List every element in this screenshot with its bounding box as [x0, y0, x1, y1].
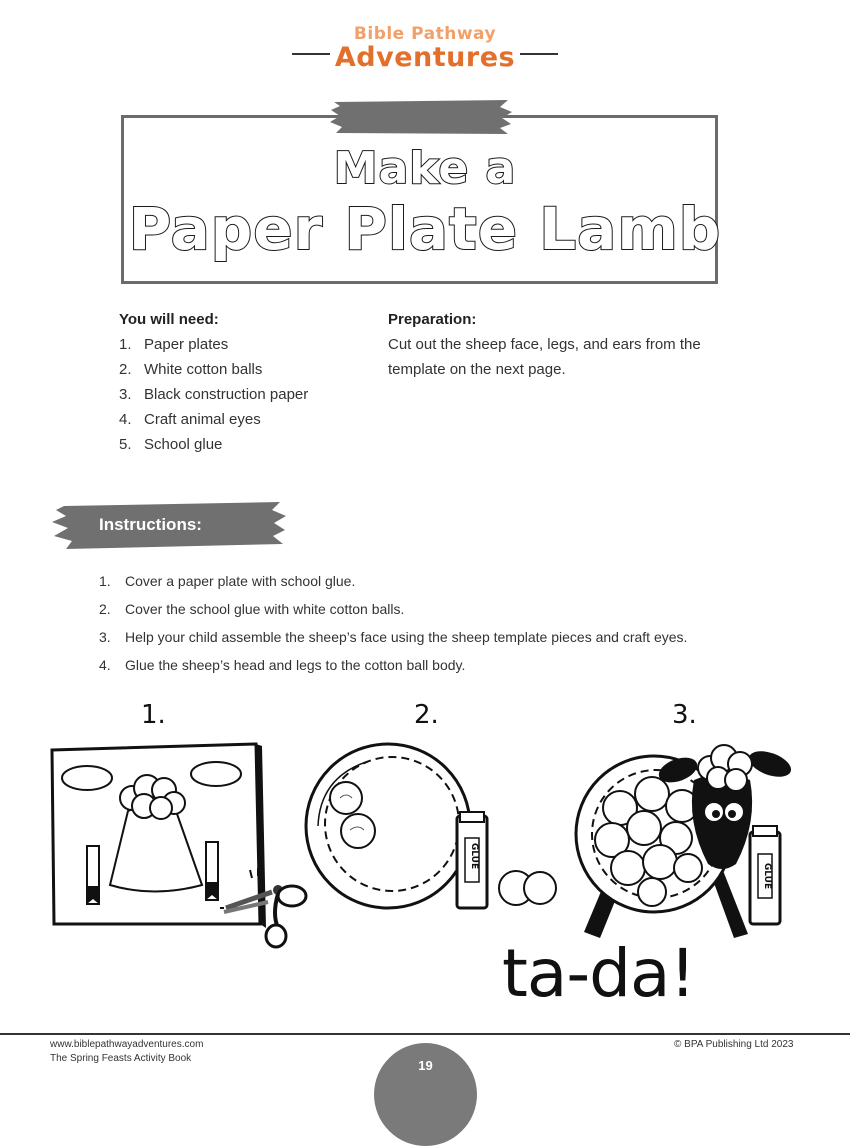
needs-heading: You will need: — [119, 311, 219, 328]
preparation-text: Cut out the sheep face, legs, and ears from the template on the next page. — [388, 336, 701, 378]
footer-rule — [0, 1033, 850, 1035]
preparation-heading: Preparation: — [388, 311, 477, 328]
brand-logo-main: Adventures — [334, 42, 516, 73]
list-item — [99, 567, 687, 595]
page-number: 19 — [418, 1058, 433, 1073]
title-banner-brush — [328, 98, 514, 136]
step-1-number: 1. — [141, 700, 166, 730]
list-number: 2. — [119, 361, 132, 378]
list-number: 2. — [99, 601, 111, 617]
tada-text: ta-da! — [502, 935, 695, 1012]
list-item — [119, 382, 308, 407]
list-item — [119, 332, 308, 357]
glue-stick-label: GLUE — [469, 842, 479, 870]
footer-website: www.biblepathwayadventures.com — [50, 1039, 204, 1050]
brand-logo-top: Bible Pathway — [353, 24, 497, 44]
paper-plate-cotton-illustration — [296, 738, 560, 924]
list-text: Paper plates — [144, 336, 229, 353]
list-text: White cotton balls — [144, 361, 263, 378]
list-item — [99, 623, 687, 651]
needs-list — [119, 332, 308, 457]
list-text: Help your child assemble the sheep’s face using the sheep template pieces and craft eyes. — [125, 629, 688, 645]
finished-lamb-illustration — [572, 742, 800, 952]
list-number: 1. — [119, 336, 132, 353]
step-2-number: 2. — [414, 700, 439, 730]
list-text: Black construction paper — [144, 386, 309, 403]
list-number: 3. — [119, 386, 132, 403]
list-text: School glue — [144, 436, 223, 453]
title-line-1: Make a — [333, 143, 517, 194]
list-text: Glue the sheep’s head and legs to the cotton ball body. — [125, 657, 466, 673]
footer-copyright: © BPA Publishing Ltd 2023 — [674, 1039, 794, 1050]
footer-book-title: The Spring Feasts Activity Book — [50, 1053, 192, 1064]
list-text: Craft animal eyes — [144, 411, 261, 428]
instructions-heading: Instructions: — [99, 515, 202, 534]
list-number: 4. — [99, 657, 111, 673]
step-3-number: 3. — [672, 700, 697, 730]
glue-stick-label-2: GLUE — [762, 862, 772, 890]
list-text: Cover a paper plate with school glue. — [125, 573, 356, 589]
list-number: 4. — [119, 411, 132, 428]
list-item — [99, 595, 687, 623]
list-number: 3. — [99, 629, 111, 645]
list-item — [99, 651, 687, 679]
instructions-list — [99, 567, 687, 679]
list-item — [119, 407, 308, 432]
title-line-2: Paper Plate Lamb — [128, 195, 722, 263]
list-item — [119, 432, 308, 457]
list-number: 5. — [119, 436, 132, 453]
list-item — [119, 357, 308, 382]
list-number: 1. — [99, 573, 111, 589]
list-text: Cover the school glue with white cotton balls. — [125, 601, 405, 617]
